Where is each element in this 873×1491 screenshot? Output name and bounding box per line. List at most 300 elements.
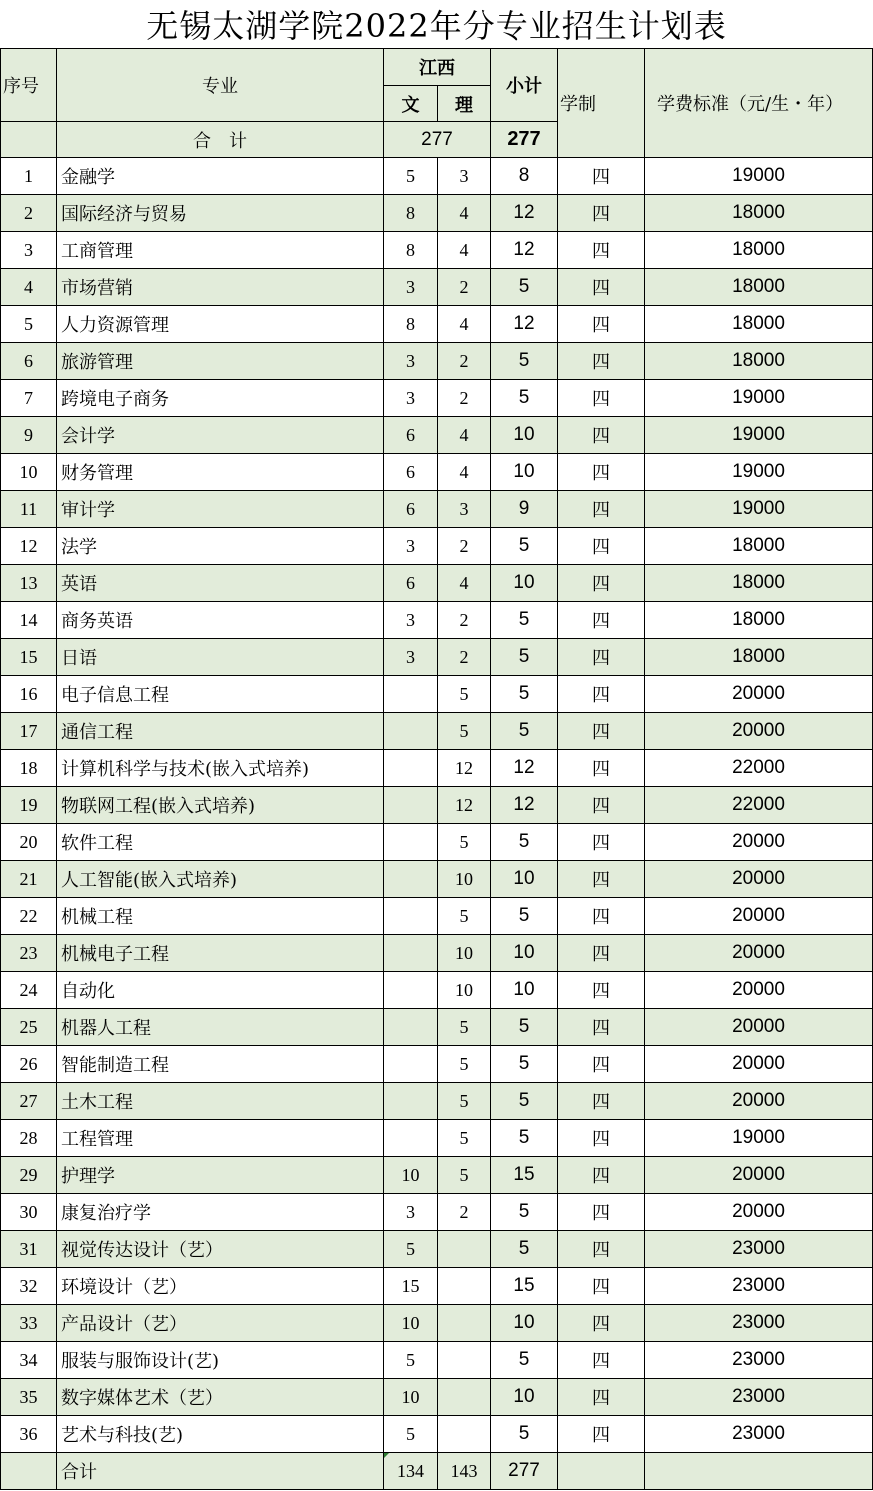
row-subtotal: 5 (491, 269, 558, 306)
row-seq: 7 (1, 380, 57, 417)
row-seq: 3 (1, 232, 57, 269)
row-subtotal: 5 (491, 528, 558, 565)
row-li (438, 1416, 491, 1453)
row-wen: 3 (384, 343, 438, 380)
row-wen: 8 (384, 306, 438, 343)
row-seq: 4 (1, 269, 57, 306)
row-duration: 四 (558, 565, 645, 602)
row-li: 10 (438, 972, 491, 1009)
table-row (1, 898, 873, 935)
row-subtotal: 5 (491, 343, 558, 380)
row-major-name: 自动化 (57, 972, 384, 1009)
header-total-seq (1, 122, 57, 158)
row-wen: 6 (384, 417, 438, 454)
row-seq: 30 (1, 1194, 57, 1231)
row-subtotal: 10 (491, 861, 558, 898)
row-subtotal: 5 (491, 1194, 558, 1231)
row-li: 12 (438, 787, 491, 824)
row-fee: 18000 (645, 528, 873, 565)
row-major-name: 市场营销 (57, 269, 384, 306)
row-duration: 四 (558, 824, 645, 861)
row-duration: 四 (558, 232, 645, 269)
row-subtotal: 12 (491, 750, 558, 787)
row-subtotal: 5 (491, 1416, 558, 1453)
row-subtotal: 10 (491, 935, 558, 972)
table-row (1, 232, 873, 269)
total-wen: 134 (384, 1453, 438, 1490)
table-row (1, 935, 873, 972)
row-major-name: 土木工程 (57, 1083, 384, 1120)
table-row (1, 565, 873, 602)
row-duration: 四 (558, 1009, 645, 1046)
row-seq: 15 (1, 639, 57, 676)
row-fee: 20000 (645, 972, 873, 1009)
table-row (1, 454, 873, 491)
row-duration: 四 (558, 1268, 645, 1305)
table-row (1, 528, 873, 565)
row-fee: 23000 (645, 1416, 873, 1453)
row-li: 4 (438, 565, 491, 602)
enrollment-plan-table (0, 48, 873, 1490)
row-li: 2 (438, 1194, 491, 1231)
row-fee: 20000 (645, 898, 873, 935)
row-major-name: 日语 (57, 639, 384, 676)
row-subtotal: 10 (491, 565, 558, 602)
row-fee: 20000 (645, 935, 873, 972)
row-wen (384, 935, 438, 972)
row-subtotal: 15 (491, 1268, 558, 1305)
row-fee: 22000 (645, 750, 873, 787)
row-li: 5 (438, 1046, 491, 1083)
row-li: 5 (438, 1009, 491, 1046)
row-wen: 3 (384, 639, 438, 676)
table-row (1, 639, 873, 676)
total-fee (645, 1453, 873, 1490)
row-seq: 12 (1, 528, 57, 565)
row-wen (384, 787, 438, 824)
row-duration: 四 (558, 528, 645, 565)
row-subtotal: 10 (491, 972, 558, 1009)
row-seq: 24 (1, 972, 57, 1009)
row-wen: 3 (384, 380, 438, 417)
table-row (1, 713, 873, 750)
row-seq: 32 (1, 1268, 57, 1305)
row-major-name: 产品设计（艺） (57, 1305, 384, 1342)
row-subtotal: 5 (491, 676, 558, 713)
row-seq: 11 (1, 491, 57, 528)
row-seq: 35 (1, 1379, 57, 1416)
row-wen: 15 (384, 1268, 438, 1305)
row-major-name: 人力资源管理 (57, 306, 384, 343)
row-duration: 四 (558, 417, 645, 454)
row-wen (384, 713, 438, 750)
row-subtotal: 12 (491, 232, 558, 269)
row-duration: 四 (558, 1305, 645, 1342)
row-seq: 17 (1, 713, 57, 750)
row-subtotal: 5 (491, 1083, 558, 1120)
row-duration: 四 (558, 343, 645, 380)
row-wen (384, 750, 438, 787)
row-li: 4 (438, 306, 491, 343)
row-wen: 6 (384, 491, 438, 528)
row-major-name: 审计学 (57, 491, 384, 528)
row-li (438, 1268, 491, 1305)
row-major-name: 计算机科学与技术(嵌入式培养) (57, 750, 384, 787)
row-seq: 14 (1, 602, 57, 639)
row-fee: 20000 (645, 1194, 873, 1231)
table-row (1, 195, 873, 232)
table-row (1, 1157, 873, 1194)
table-row (1, 1046, 873, 1083)
row-major-name: 电子信息工程 (57, 676, 384, 713)
table-row (1, 1009, 873, 1046)
row-fee: 18000 (645, 565, 873, 602)
row-duration: 四 (558, 787, 645, 824)
row-subtotal: 10 (491, 417, 558, 454)
row-li: 5 (438, 898, 491, 935)
row-fee: 18000 (645, 195, 873, 232)
row-duration: 四 (558, 1194, 645, 1231)
row-duration: 四 (558, 1120, 645, 1157)
table-row (1, 1231, 873, 1268)
header-seq: 序号 (1, 49, 57, 122)
row-major-name: 跨境电子商务 (57, 380, 384, 417)
table-row (1, 1416, 873, 1453)
row-li: 3 (438, 491, 491, 528)
row-subtotal: 5 (491, 380, 558, 417)
row-duration: 四 (558, 269, 645, 306)
row-li: 4 (438, 417, 491, 454)
row-major-name: 智能制造工程 (57, 1046, 384, 1083)
row-fee: 18000 (645, 639, 873, 676)
header-li: 理 (438, 86, 491, 122)
row-fee: 20000 (645, 824, 873, 861)
row-subtotal: 5 (491, 1120, 558, 1157)
row-fee: 18000 (645, 602, 873, 639)
row-wen: 5 (384, 1416, 438, 1453)
row-fee: 19000 (645, 380, 873, 417)
row-subtotal: 5 (491, 602, 558, 639)
table-row (1, 861, 873, 898)
row-seq: 18 (1, 750, 57, 787)
row-wen: 8 (384, 232, 438, 269)
row-subtotal: 5 (491, 713, 558, 750)
row-wen: 10 (384, 1157, 438, 1194)
row-seq: 25 (1, 1009, 57, 1046)
table-row (1, 824, 873, 861)
row-li: 10 (438, 861, 491, 898)
row-major-name: 旅游管理 (57, 343, 384, 380)
row-li: 5 (438, 824, 491, 861)
row-wen (384, 1009, 438, 1046)
row-major-name: 机器人工程 (57, 1009, 384, 1046)
row-fee: 23000 (645, 1379, 873, 1416)
table-row (1, 787, 873, 824)
row-duration: 四 (558, 676, 645, 713)
row-duration: 四 (558, 1342, 645, 1379)
row-fee: 18000 (645, 232, 873, 269)
row-seq: 28 (1, 1120, 57, 1157)
total-li: 143 (438, 1453, 491, 1490)
row-fee: 19000 (645, 454, 873, 491)
row-duration: 四 (558, 639, 645, 676)
row-seq: 1 (1, 158, 57, 195)
row-fee: 20000 (645, 676, 873, 713)
row-fee: 19000 (645, 491, 873, 528)
row-duration: 四 (558, 750, 645, 787)
row-li: 5 (438, 1120, 491, 1157)
row-subtotal: 5 (491, 1342, 558, 1379)
table-row (1, 417, 873, 454)
row-li: 2 (438, 380, 491, 417)
header-fee: 学费标准（元/生・年） (645, 49, 873, 158)
row-wen (384, 972, 438, 1009)
row-wen: 5 (384, 158, 438, 195)
row-major-name: 国际经济与贸易 (57, 195, 384, 232)
table-row (1, 491, 873, 528)
table-row (1, 1305, 873, 1342)
header-total-province: 277 (384, 122, 491, 158)
row-fee: 18000 (645, 269, 873, 306)
header-wen: 文 (384, 86, 438, 122)
row-major-name: 视觉传达设计（艺） (57, 1231, 384, 1268)
row-subtotal: 10 (491, 454, 558, 491)
row-duration: 四 (558, 454, 645, 491)
row-wen (384, 861, 438, 898)
row-fee: 18000 (645, 306, 873, 343)
row-seq: 13 (1, 565, 57, 602)
row-duration: 四 (558, 491, 645, 528)
table-row (1, 158, 873, 195)
row-subtotal: 10 (491, 1379, 558, 1416)
row-li: 5 (438, 1083, 491, 1120)
row-seq: 9 (1, 417, 57, 454)
row-fee: 19000 (645, 1120, 873, 1157)
row-wen: 3 (384, 528, 438, 565)
row-li: 10 (438, 935, 491, 972)
row-subtotal: 12 (491, 195, 558, 232)
row-li: 4 (438, 232, 491, 269)
row-seq: 36 (1, 1416, 57, 1453)
table-row (1, 343, 873, 380)
row-duration: 四 (558, 898, 645, 935)
row-subtotal: 5 (491, 1009, 558, 1046)
row-seq: 5 (1, 306, 57, 343)
row-li (438, 1379, 491, 1416)
row-duration: 四 (558, 1157, 645, 1194)
row-duration: 四 (558, 306, 645, 343)
header-province: 江西 (384, 49, 491, 86)
row-wen: 5 (384, 1342, 438, 1379)
row-seq: 16 (1, 676, 57, 713)
table-row (1, 750, 873, 787)
row-major-name: 商务英语 (57, 602, 384, 639)
table-row (1, 306, 873, 343)
row-fee: 18000 (645, 343, 873, 380)
row-duration: 四 (558, 1083, 645, 1120)
row-fee: 20000 (645, 1046, 873, 1083)
row-major-name: 环境设计（艺） (57, 1268, 384, 1305)
row-wen: 10 (384, 1379, 438, 1416)
header-major: 专业 (57, 49, 384, 122)
row-fee: 19000 (645, 158, 873, 195)
row-wen: 6 (384, 454, 438, 491)
row-seq: 31 (1, 1231, 57, 1268)
row-major-name: 物联网工程(嵌入式培养) (57, 787, 384, 824)
row-fee: 20000 (645, 1083, 873, 1120)
row-major-name: 数字媒体艺术（艺） (57, 1379, 384, 1416)
row-duration: 四 (558, 1046, 645, 1083)
row-major-name: 服装与服饰设计(艺) (57, 1342, 384, 1379)
row-wen: 3 (384, 1194, 438, 1231)
row-seq: 20 (1, 824, 57, 861)
row-subtotal: 5 (491, 898, 558, 935)
row-seq: 2 (1, 195, 57, 232)
total-seq (1, 1453, 57, 1490)
table-row (1, 1379, 873, 1416)
table-row (1, 1268, 873, 1305)
header-duration: 学制 (558, 49, 645, 158)
row-fee: 23000 (645, 1268, 873, 1305)
row-major-name: 机械电子工程 (57, 935, 384, 972)
row-duration: 四 (558, 380, 645, 417)
row-wen (384, 898, 438, 935)
row-seq: 22 (1, 898, 57, 935)
row-subtotal: 5 (491, 824, 558, 861)
table-row (1, 676, 873, 713)
row-li: 2 (438, 639, 491, 676)
row-subtotal: 12 (491, 787, 558, 824)
total-subtotal: 277 (491, 1453, 558, 1490)
row-fee: 23000 (645, 1231, 873, 1268)
table-row (1, 1083, 873, 1120)
row-subtotal: 5 (491, 639, 558, 676)
row-fee: 20000 (645, 861, 873, 898)
row-duration: 四 (558, 1379, 645, 1416)
row-major-name: 英语 (57, 565, 384, 602)
row-li: 5 (438, 713, 491, 750)
total-label: 合计 (57, 1453, 384, 1490)
row-li: 2 (438, 602, 491, 639)
row-subtotal: 9 (491, 491, 558, 528)
row-fee: 19000 (645, 417, 873, 454)
header-subtotal: 小计 (491, 49, 558, 122)
header-total-label: 合 计 (57, 122, 384, 158)
table-row (1, 1194, 873, 1231)
row-subtotal: 12 (491, 306, 558, 343)
table-row (1, 269, 873, 306)
row-li (438, 1342, 491, 1379)
row-li: 5 (438, 676, 491, 713)
row-major-name: 康复治疗学 (57, 1194, 384, 1231)
row-subtotal: 15 (491, 1157, 558, 1194)
row-major-name: 护理学 (57, 1157, 384, 1194)
row-wen (384, 1120, 438, 1157)
row-wen: 3 (384, 269, 438, 306)
row-major-name: 软件工程 (57, 824, 384, 861)
row-wen (384, 1046, 438, 1083)
row-major-name: 艺术与科技(艺) (57, 1416, 384, 1453)
row-seq: 29 (1, 1157, 57, 1194)
row-wen: 8 (384, 195, 438, 232)
row-fee: 22000 (645, 787, 873, 824)
row-seq: 26 (1, 1046, 57, 1083)
row-seq: 21 (1, 861, 57, 898)
row-duration: 四 (558, 935, 645, 972)
row-seq: 27 (1, 1083, 57, 1120)
row-li: 5 (438, 1157, 491, 1194)
row-li: 4 (438, 195, 491, 232)
row-major-name: 工商管理 (57, 232, 384, 269)
total-duration (558, 1453, 645, 1490)
row-fee: 20000 (645, 1157, 873, 1194)
row-major-name: 法学 (57, 528, 384, 565)
row-subtotal: 8 (491, 158, 558, 195)
row-li: 2 (438, 343, 491, 380)
table-row (1, 1120, 873, 1157)
row-duration: 四 (558, 713, 645, 750)
row-fee: 23000 (645, 1305, 873, 1342)
row-li: 2 (438, 528, 491, 565)
row-subtotal: 5 (491, 1046, 558, 1083)
row-seq: 23 (1, 935, 57, 972)
row-seq: 33 (1, 1305, 57, 1342)
row-duration: 四 (558, 861, 645, 898)
row-duration: 四 (558, 195, 645, 232)
row-wen: 3 (384, 602, 438, 639)
row-wen: 6 (384, 565, 438, 602)
table-row (1, 1342, 873, 1379)
row-major-name: 会计学 (57, 417, 384, 454)
row-wen: 5 (384, 1231, 438, 1268)
row-duration: 四 (558, 972, 645, 1009)
row-seq: 6 (1, 343, 57, 380)
row-major-name: 人工智能(嵌入式培养) (57, 861, 384, 898)
row-seq: 34 (1, 1342, 57, 1379)
row-duration: 四 (558, 1231, 645, 1268)
row-fee: 23000 (645, 1342, 873, 1379)
row-duration: 四 (558, 158, 645, 195)
row-li: 4 (438, 454, 491, 491)
table-row (1, 380, 873, 417)
row-fee: 20000 (645, 713, 873, 750)
row-wen: 10 (384, 1305, 438, 1342)
row-major-name: 通信工程 (57, 713, 384, 750)
page-title: 无锡太湖学院2022年分专业招生计划表 (146, 7, 727, 45)
row-li (438, 1231, 491, 1268)
row-seq: 10 (1, 454, 57, 491)
row-major-name: 财务管理 (57, 454, 384, 491)
row-major-name: 机械工程 (57, 898, 384, 935)
table-row (1, 972, 873, 1009)
row-major-name: 金融学 (57, 158, 384, 195)
row-wen (384, 676, 438, 713)
table-row (1, 602, 873, 639)
row-li: 3 (438, 158, 491, 195)
row-li: 12 (438, 750, 491, 787)
row-li: 2 (438, 269, 491, 306)
row-subtotal: 5 (491, 1231, 558, 1268)
row-fee: 20000 (645, 1009, 873, 1046)
row-li (438, 1305, 491, 1342)
row-seq: 19 (1, 787, 57, 824)
row-wen (384, 1083, 438, 1120)
row-duration: 四 (558, 1416, 645, 1453)
header-total-subtotal: 277 (491, 122, 558, 158)
row-duration: 四 (558, 602, 645, 639)
total-row (1, 1453, 873, 1490)
row-major-name: 工程管理 (57, 1120, 384, 1157)
